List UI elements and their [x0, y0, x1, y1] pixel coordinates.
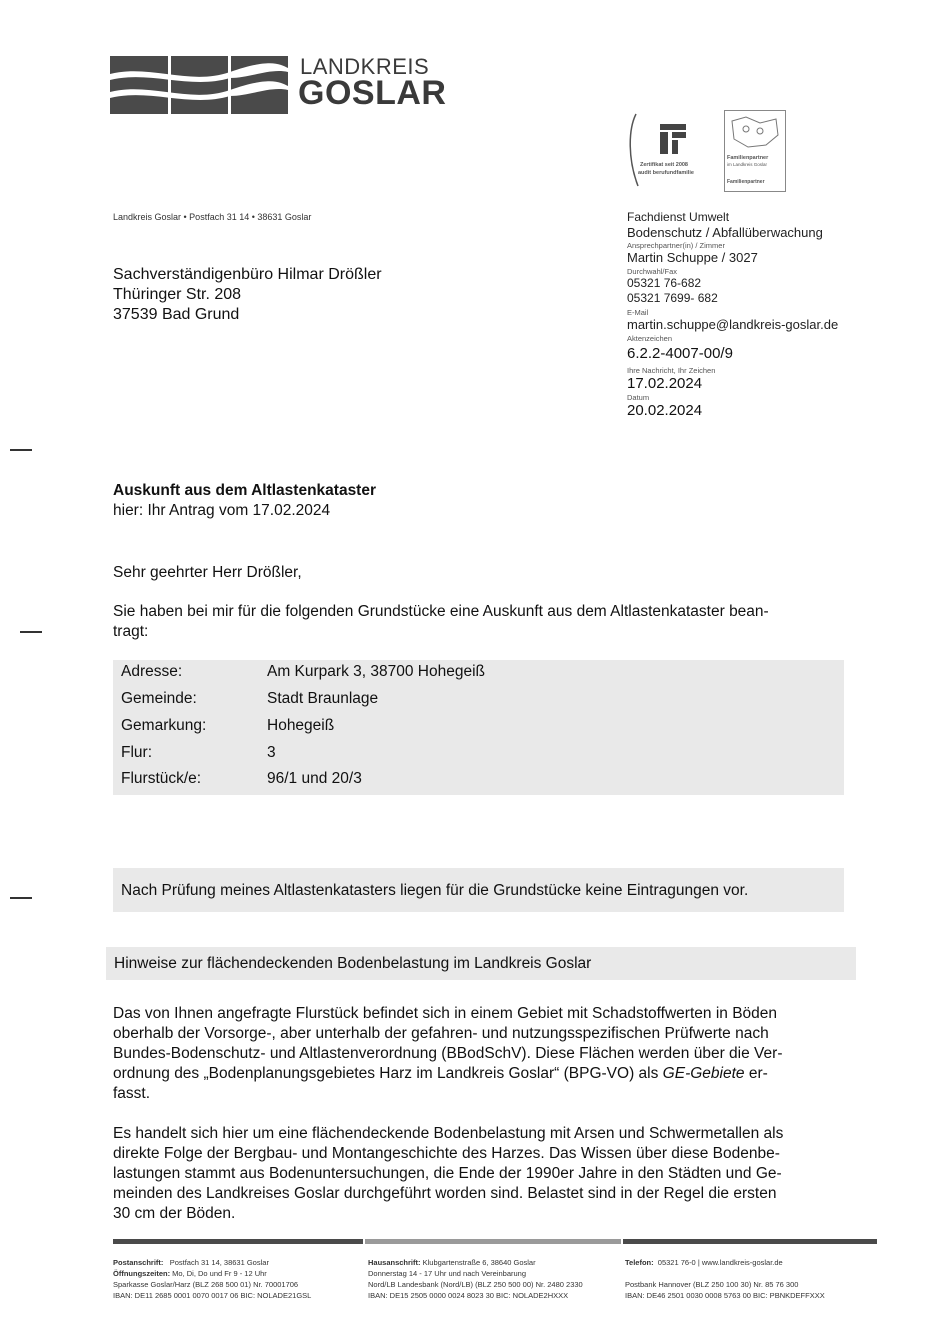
footer-column-1 [113, 1257, 311, 1301]
recipient-line2: Thüringer Str. 208 [113, 286, 242, 303]
paragraph-1 [113, 1004, 782, 1104]
footer-hours-value: Mo, Di, Do und Fr 9 - 12 Uhr [172, 1269, 267, 1278]
reference-label: Aktenzeichen [627, 334, 673, 343]
para2-line5: 30 cm der Böden. [113, 1205, 236, 1222]
paragraph-2 [113, 1124, 783, 1224]
familienpartner-footer: Familienpartner [727, 179, 765, 185]
intro-line1: Sie haben bei mir für die folgenden Grundstücke eine Auskunft aus dem Altlastenkataster bean- [113, 603, 769, 620]
logo [110, 56, 460, 116]
para1-line5: fasst. [113, 1085, 151, 1102]
detail-value-parcel: 96/1 und 20/3 [267, 770, 362, 787]
fax-value: 05321 7699- 682 [627, 291, 718, 305]
para1-line2: oberhalb der Vorsorge-, aber unterhalb der gefahren- und nutzungsspezifischen Prüfwerte nach [113, 1025, 769, 1042]
audit-badge [626, 110, 712, 192]
footer-bank3: Postbank Hannover (BLZ 250 100 30) Nr. 85 76 300 [625, 1280, 799, 1289]
contact-value: Martin Schuppe / 3027 [627, 250, 758, 265]
footer-hours-label: Öffnungszeiten: [113, 1269, 171, 1278]
section-heading-box [106, 947, 856, 980]
phone-value: 05321 76-682 [627, 276, 702, 290]
familienpartner-badge [724, 110, 786, 192]
date-label: Datum [627, 393, 650, 402]
familienpartner-text2: im Landkreis Goslar [727, 162, 768, 167]
detail-value-district: Hohegeiß [267, 717, 335, 734]
contact-label: Ansprechpartner(in) / Zimmer [627, 241, 725, 250]
footer-column-3 [625, 1257, 825, 1301]
footer-house [368, 1257, 583, 1268]
department-line1: Fachdienst Umwelt [627, 210, 730, 224]
detail-label-address: Adresse: [121, 663, 183, 680]
footer-column-2 [368, 1257, 583, 1301]
detail-value-address: Am Kurpark 3, 38700 Hohegeiß [267, 663, 485, 680]
return-address: Landkreis Goslar • Postfach 31 14 • 38631 Goslar [113, 212, 312, 222]
intro-paragraph [113, 602, 769, 642]
para1-line4 [113, 1064, 782, 1084]
footer-thursday: Donnerstag 14 - 17 Uhr und nach Vereinbarung [368, 1269, 527, 1278]
detail-value-flur: 3 [267, 744, 276, 761]
phone-label: Durchwahl/Fax [627, 267, 678, 276]
para2-line3: lastungen stammt aus Bodenuntersuchungen, die Ende der 1990er Jahre in den Städten und Ge- [113, 1165, 782, 1182]
para1-line4-a: ordnung des „Bodenplanungsgebietes Harz im Landkreis Goslar“ (BPG-VO) als [113, 1065, 663, 1082]
footer-bar-3 [623, 1239, 877, 1244]
footer-house-label: Hausanschrift: [368, 1258, 421, 1267]
subject-subtitle: hier: Ihr Antrag vom 17.02.2024 [113, 502, 331, 519]
fold-mark-2 [20, 631, 42, 633]
detail-label-district: Gemarkung: [121, 717, 207, 734]
intro-line2: tragt: [113, 623, 149, 640]
logo-graphic [110, 56, 288, 114]
audit-badge-text1: Zertifikat seit 2008 [640, 162, 688, 168]
recipient-line1: Sachverständigenbüro Hilmar Drößler [113, 266, 382, 283]
family-map-icon [726, 113, 784, 153]
result-box [113, 868, 844, 912]
detail-value-municipality: Stadt Braunlage [267, 690, 379, 707]
logo-text-landkreis: LANDKREIS [300, 54, 430, 79]
para2-line4: meinden des Landkreises Goslar durchgeführt worden sind. Belastet sind in der Regel die ersten [113, 1185, 777, 1202]
footer-postal [113, 1257, 311, 1268]
audit-badge-text2: audit berufundfamilie [638, 170, 694, 176]
familienpartner-text1: Familienpartner [727, 155, 769, 161]
para1-line3: Bundes-Bodenschutz- und Altlastenverordnung (BBodSchV). Diese Flächen werden über die Ver- [113, 1045, 783, 1062]
footer-bar-1 [113, 1239, 363, 1244]
footer-iban2: IBAN: DE15 2505 0000 0024 8023 30 BIC: NOLADE2HXXX [368, 1291, 569, 1300]
detail-label-municipality: Gemeinde: [121, 690, 197, 707]
reference-value: 6.2.2-4007-00/9 [627, 345, 733, 362]
subject-title: Auskunft aus dem Altlastenkataster [113, 482, 377, 499]
email-value: martin.schuppe@landkreis-goslar.de [627, 317, 839, 332]
recipient-address [113, 265, 382, 325]
fold-mark-1 [10, 449, 32, 451]
fold-mark-3 [10, 897, 32, 899]
result-text: Nach Prüfung meines Altlastenkatasters liegen für die Grundstücke keine Eintragungen vor. [121, 882, 749, 899]
subject [113, 481, 376, 521]
footer-phone-label: Telefon: [625, 1258, 654, 1267]
detail-label-flur: Flur: [121, 744, 152, 761]
footer-iban1: IBAN: DE11 2685 0001 0070 0017 06 BIC: NOLADE21GSL [113, 1291, 312, 1300]
logo-text-goslar: GOSLAR [298, 74, 447, 112]
salutation: Sehr geehrter Herr Drößler, [113, 564, 302, 581]
footer-phone-value: 05321 76-0 | www.landkreis-goslar.de [657, 1258, 783, 1267]
your-message-value: 17.02.2024 [627, 375, 703, 392]
detail-label-parcel: Flurstück/e: [121, 770, 202, 787]
footer-postal-label: Postanschrift: [113, 1258, 164, 1267]
section-heading: Hinweise zur flächendeckenden Bodenbelastung im Landkreis Goslar [114, 955, 592, 972]
footer-hours [113, 1268, 311, 1279]
sender-info [627, 210, 927, 419]
footer-bar-2 [365, 1239, 621, 1244]
para1-line4-b: er- [744, 1065, 768, 1082]
para1-line4-italic: GE-Gebiete [662, 1065, 745, 1082]
property-details-box [113, 660, 844, 795]
footer-postal-value: Postfach 31 14, 38631 Goslar [169, 1258, 269, 1267]
audit-logo-icon [626, 110, 712, 192]
date-value: 20.02.2024 [627, 402, 703, 419]
email-label: E-Mail [627, 308, 649, 317]
footer-house-value: Klubgartenstraße 6, 38640 Goslar [422, 1258, 536, 1267]
recipient-line3: 37539 Bad Grund [113, 306, 240, 323]
footer-bank1: Sparkasse Goslar/Harz (BLZ 268 500 01) Nr. 70001706 [113, 1280, 299, 1289]
your-message-label: Ihre Nachricht, Ihr Zeichen [627, 366, 716, 375]
para2-line1: Es handelt sich hier um eine flächendeckende Bodenbelastung mit Arsen und Schwermetallen als [113, 1125, 784, 1142]
footer-phone [625, 1257, 825, 1268]
footer-iban3: IBAN: DE46 2501 0030 0008 5763 00 BIC: PBNKDEFFXXX [625, 1291, 825, 1300]
footer-bank2: Nord/LB Landesbank (Nord/LB) (BLZ 250 500 00) Nr. 2480 2330 [368, 1280, 583, 1289]
department-line2: Bodenschutz / Abfallüberwachung [627, 225, 823, 240]
para2-line2: direkte Folge der Bergbau- und Montangeschichte des Harzes. Das Wissen über diese Bodenbe- [113, 1145, 780, 1162]
para1-line1: Das von Ihnen angefragte Flurstück befindet sich in einem Gebiet mit Schadstoffwerten in Böden [113, 1005, 778, 1022]
